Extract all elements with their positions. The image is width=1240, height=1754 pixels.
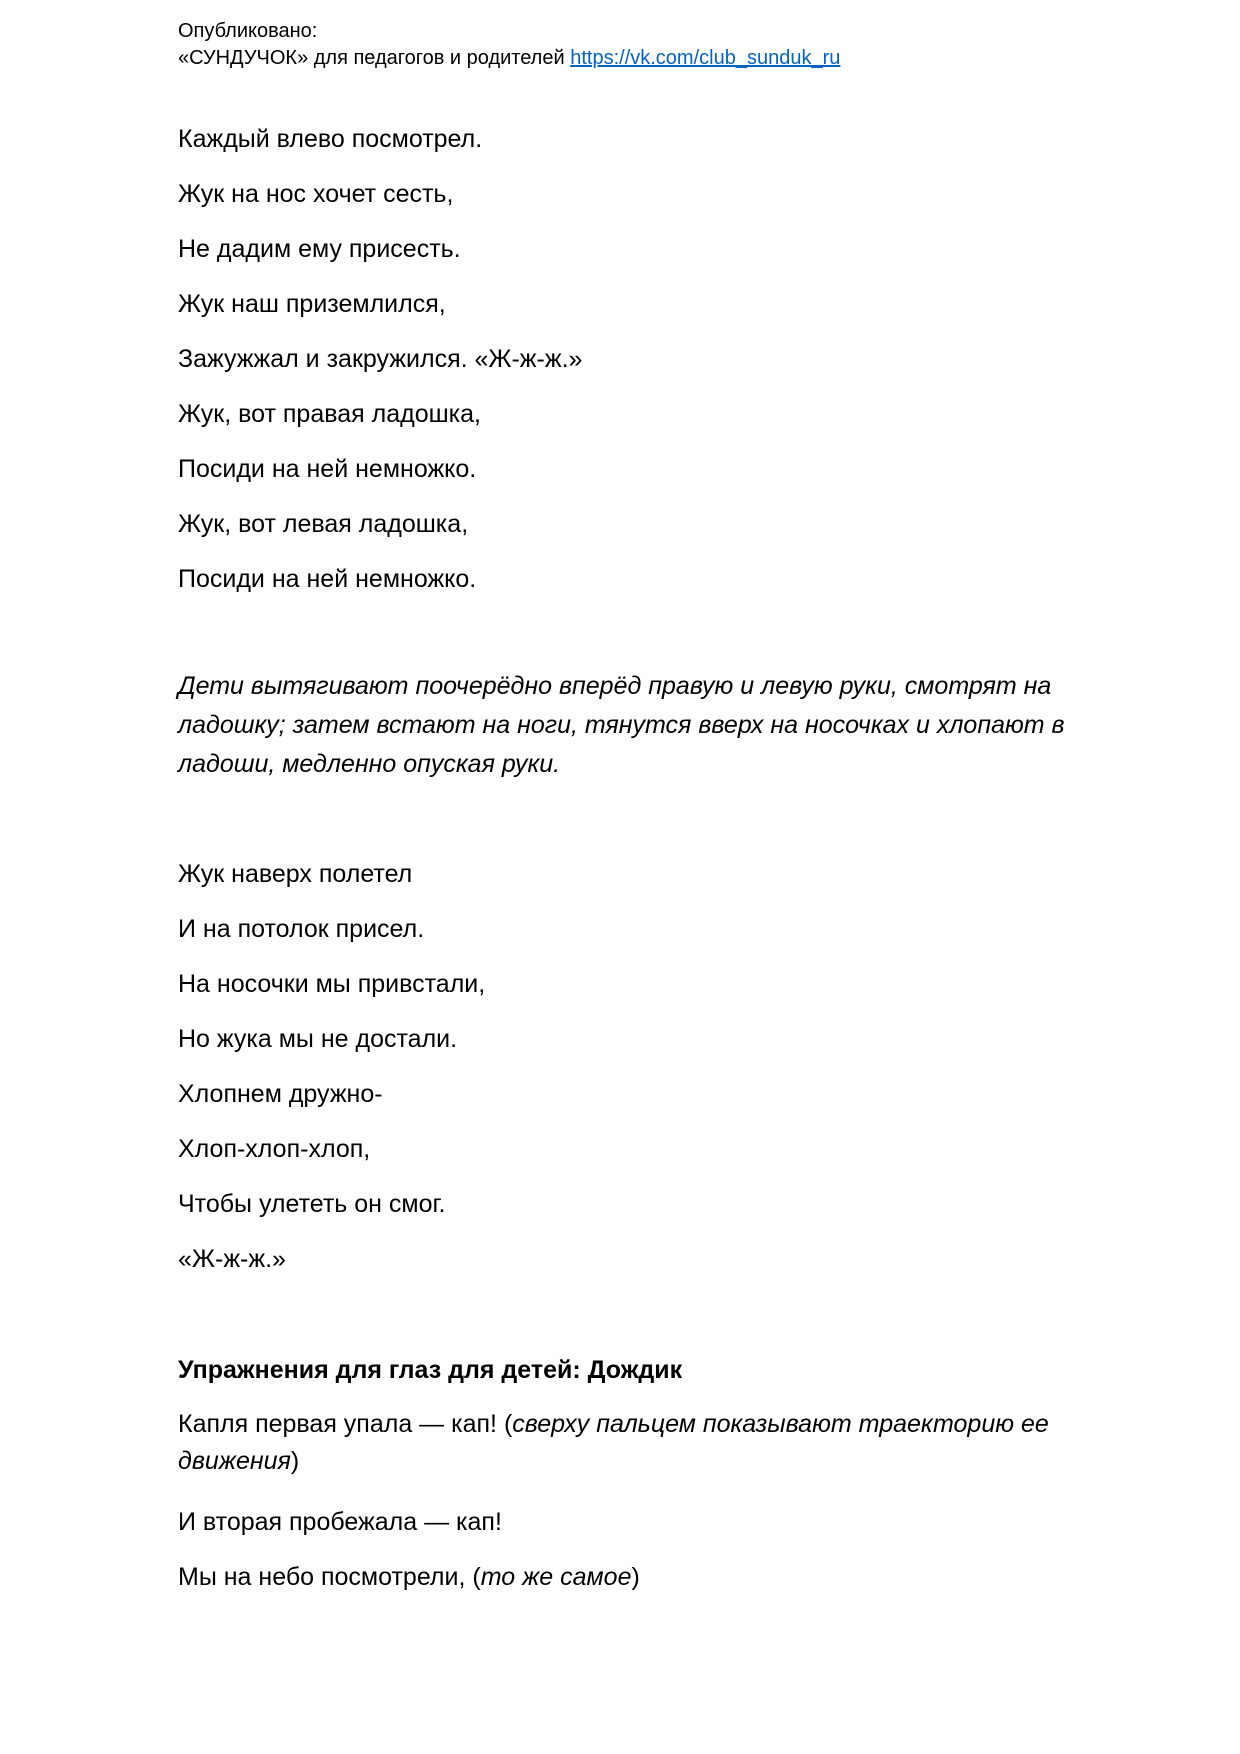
poem2-line-1: Жук наверх полетел <box>178 860 413 888</box>
publisher-text: «СУНДУЧОК» для педагогов и родителей <box>178 47 571 69</box>
poem1-line-6: Жук, вот правая ладошка, <box>178 400 481 428</box>
section-line-3 <box>178 1562 640 1592</box>
publisher-line <box>178 45 840 72</box>
poem2-line-7: Чтобы улететь он смог. <box>178 1190 446 1218</box>
section-heading: Упражнения для глаз для детей: Дождик <box>178 1356 683 1384</box>
section-line-1-note: сверху пальцем показывают траекторию ее движения <box>178 1410 1049 1475</box>
poem2-line-6: Хлоп-хлоп-хлоп, <box>178 1135 371 1163</box>
poem2-line-8: «Ж-ж-ж.» <box>178 1245 286 1273</box>
poem2-line-3: На носочки мы привстали, <box>178 970 486 998</box>
poem1-line-7: Посиди на ней немножко. <box>178 455 477 483</box>
poem2-line-4: Но жука мы не достали. <box>178 1025 458 1053</box>
poem1-line-4: Жук наш приземлился, <box>178 290 446 318</box>
poem1-line-3: Не дадим ему присесть. <box>178 235 461 263</box>
section-line-3-note: то же самое <box>480 1563 632 1591</box>
section-line-3-end: ) <box>631 1563 640 1591</box>
poem2-line-2: И на потолок присел. <box>178 915 425 943</box>
page-header <box>178 18 840 72</box>
instruction-paragraph: Дети вытягивают поочерёдно вперёд правую и левую руки, смотрят на ладошку; затем встают на ноги, тянутся вверх на носочках и хлопают в ладоши, медленно опуская руки. <box>178 672 1065 778</box>
poem1-line-1: Каждый влево посмотрел. <box>178 125 483 153</box>
poem2-line-5: Хлопнем дружно- <box>178 1080 383 1108</box>
section-line-1 <box>178 1406 1138 1480</box>
poem1-line-9: Посиди на ней немножко. <box>178 565 477 593</box>
section-line-1-end: ) <box>290 1447 300 1475</box>
section-line-3-text: Мы на небо посмотрели, ( <box>178 1563 481 1591</box>
section-line-1-text: Капля первая упала — кап! ( <box>178 1410 513 1438</box>
section-line-2: И вторая пробежала — кап! <box>178 1508 502 1536</box>
poem1-line-5: Зажужжал и закружился. «Ж-ж-ж.» <box>178 345 583 373</box>
vk-link[interactable]: https://vk.com/club_sunduk_ru <box>570 47 841 69</box>
published-label: Опубликовано: <box>178 20 318 42</box>
poem1-line-2: Жук на нос хочет сесть, <box>178 180 454 208</box>
poem1-line-8: Жук, вот левая ладошка, <box>178 510 469 538</box>
